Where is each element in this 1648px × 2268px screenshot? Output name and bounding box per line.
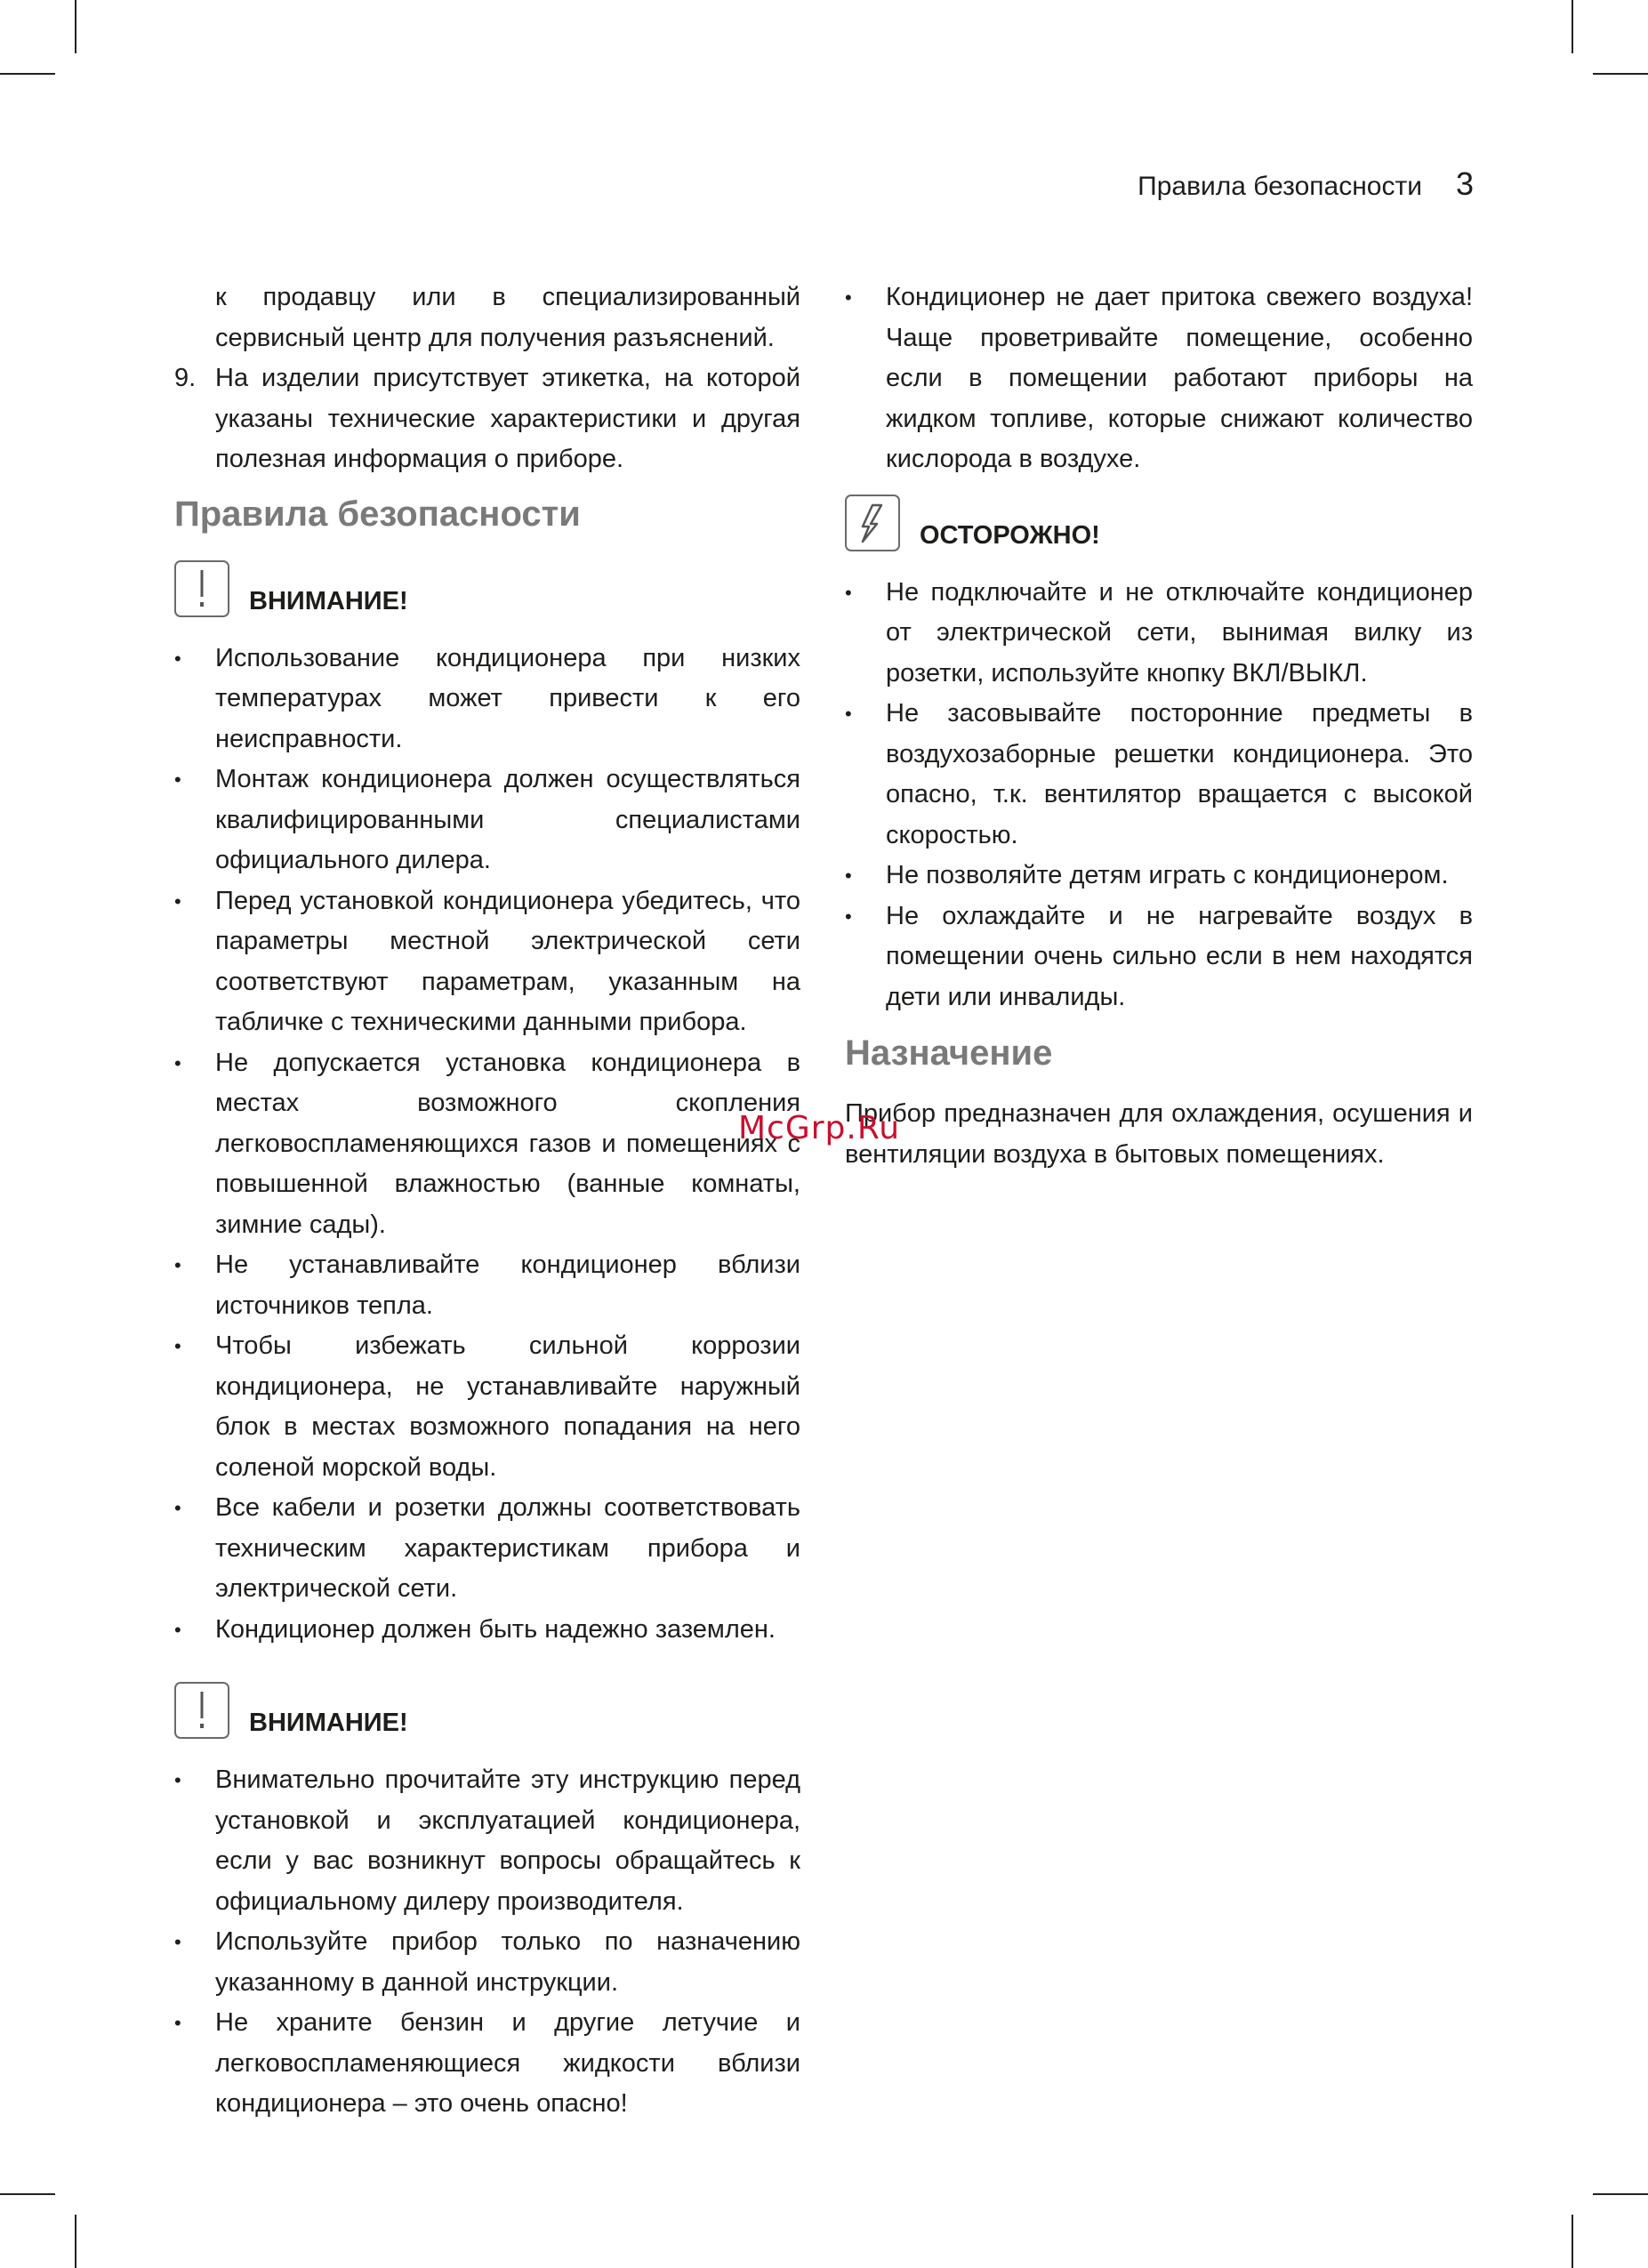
item-number: 9. bbox=[174, 364, 197, 392]
item-text: На изделии присутствует этикетка, на которой указаны технические характеристики и другая полезная информация о приборе. bbox=[215, 364, 800, 473]
right-column bbox=[845, 277, 1473, 1175]
list-item: • Использование кондиционера при низких температурах может привести к его неисправности. bbox=[174, 643, 800, 753]
list-item: • Внимательно прочитайте эту инструкцию перед установкой и эксплуатацией кондиционера, если у вас возникнут вопросы обращайтесь к официальному дилеру производителя. bbox=[174, 1765, 800, 1916]
crop-mark bbox=[1593, 2193, 1648, 2195]
crop-mark bbox=[75, 2215, 76, 2268]
notice-attention-2 bbox=[174, 1682, 800, 1739]
crop-mark bbox=[0, 73, 55, 75]
list-item: • Все кабели и розетки должны соответствовать техническим характеристикам прибора и электрической сети. bbox=[174, 1493, 800, 1603]
list-item: • Не позволяйте детям играть с кондиционером. bbox=[845, 861, 1449, 889]
left-column bbox=[174, 277, 800, 2125]
crop-mark bbox=[1572, 0, 1573, 53]
running-header bbox=[1138, 165, 1474, 205]
numbered-item bbox=[174, 358, 800, 480]
notice-label: ВНИМАНИЕ! bbox=[249, 1709, 408, 1737]
notice-attention-1 bbox=[174, 560, 800, 617]
page-number: 3 bbox=[1455, 165, 1474, 202]
list-item: • Чтобы избежать сильной коррозии кондиционера, не устанавливайте наружный блок в местах возможного попадания на него соленой морской воды. bbox=[174, 1331, 800, 1482]
list-item: • Не засовывайте посторонние предметы в воздухозаборные решетки кондиционера. Это опасно, т.к. вентилятор вращается с высокой скоростью. bbox=[845, 699, 1473, 849]
list-item: • Не храните бензин и другие летучие и легковоспламеняющиеся жидкости вблизи кондиционера – это очень опасно! bbox=[174, 2008, 800, 2118]
bullet-list-right-1 bbox=[845, 277, 1473, 480]
notice-label: ВНИМАНИЕ! bbox=[249, 586, 408, 615]
lightning-icon bbox=[845, 495, 900, 551]
section-title-safety: Правила безопасности bbox=[174, 494, 581, 534]
list-item: • Используйте прибор только по назначению указанному в данной инструкции. bbox=[174, 1927, 800, 1997]
section-title-purpose: Назначение bbox=[845, 1033, 1053, 1073]
list-item: • Монтаж кондиционера должен осуществляться квалифицированными специалистами официального дилера. bbox=[174, 765, 800, 874]
list-item: • Кондиционер не дает притока свежего воздуха! Чаще проветривайте помещение, особенно если в помещении работают приборы на жидком топливе, которые снижают количество кислорода в воздухе. bbox=[845, 283, 1473, 473]
exclamation-icon bbox=[174, 560, 229, 617]
notice-label: ОСТОРОЖНО! bbox=[920, 520, 1100, 550]
notice-caution bbox=[845, 495, 1473, 551]
crop-mark bbox=[1572, 2215, 1573, 2268]
crop-mark bbox=[1593, 73, 1648, 75]
bullet-list-1 bbox=[174, 639, 800, 1651]
header-title: Правила безопасности bbox=[1138, 172, 1422, 201]
list-item: • Не подключайте и не отключайте кондиционер от электрической сети, вынимая вилку из розетки, используйте кнопку ВКЛ/ВЫКЛ. bbox=[845, 577, 1473, 688]
list-item: • Кондиционер должен быть надежно заземлен. bbox=[174, 1614, 776, 1644]
list-item: • Перед установкой кондиционера убедитесь, что параметры местной электрической сети соответствуют параметрам, указанным на табличке с техническими данными прибора. bbox=[174, 886, 800, 1036]
bullet-list-right-2 bbox=[845, 573, 1473, 1018]
list-item: • Не допускается установка кондиционера в местах возможного скопления легковоспламеняющихся газов и помещениях с повышенной влажностью (ванные комнаты, зимние сады). bbox=[174, 1048, 800, 1239]
exclamation-icon bbox=[174, 1682, 229, 1739]
bullet-list-2 bbox=[174, 1760, 800, 2125]
intro-continuation: к продавцу или в специализированный сервисный центр для получения разъяснений. bbox=[215, 283, 800, 352]
watermark: McGrp.Ru bbox=[738, 1110, 901, 1146]
crop-mark bbox=[0, 2193, 55, 2195]
crop-mark bbox=[75, 0, 76, 53]
purpose-text: Прибор предназначен для охлаждения, осушения и вентиляции воздуха в бытовых помещениях. bbox=[845, 1099, 1473, 1169]
list-item: • Не устанавливайте кондиционер вблизи источников тепла. bbox=[174, 1251, 800, 1320]
list-item: • Не охлаждайте и не нагревайте воздух в помещении очень сильно если в нем находятся дети или инвалиды. bbox=[845, 901, 1473, 1011]
